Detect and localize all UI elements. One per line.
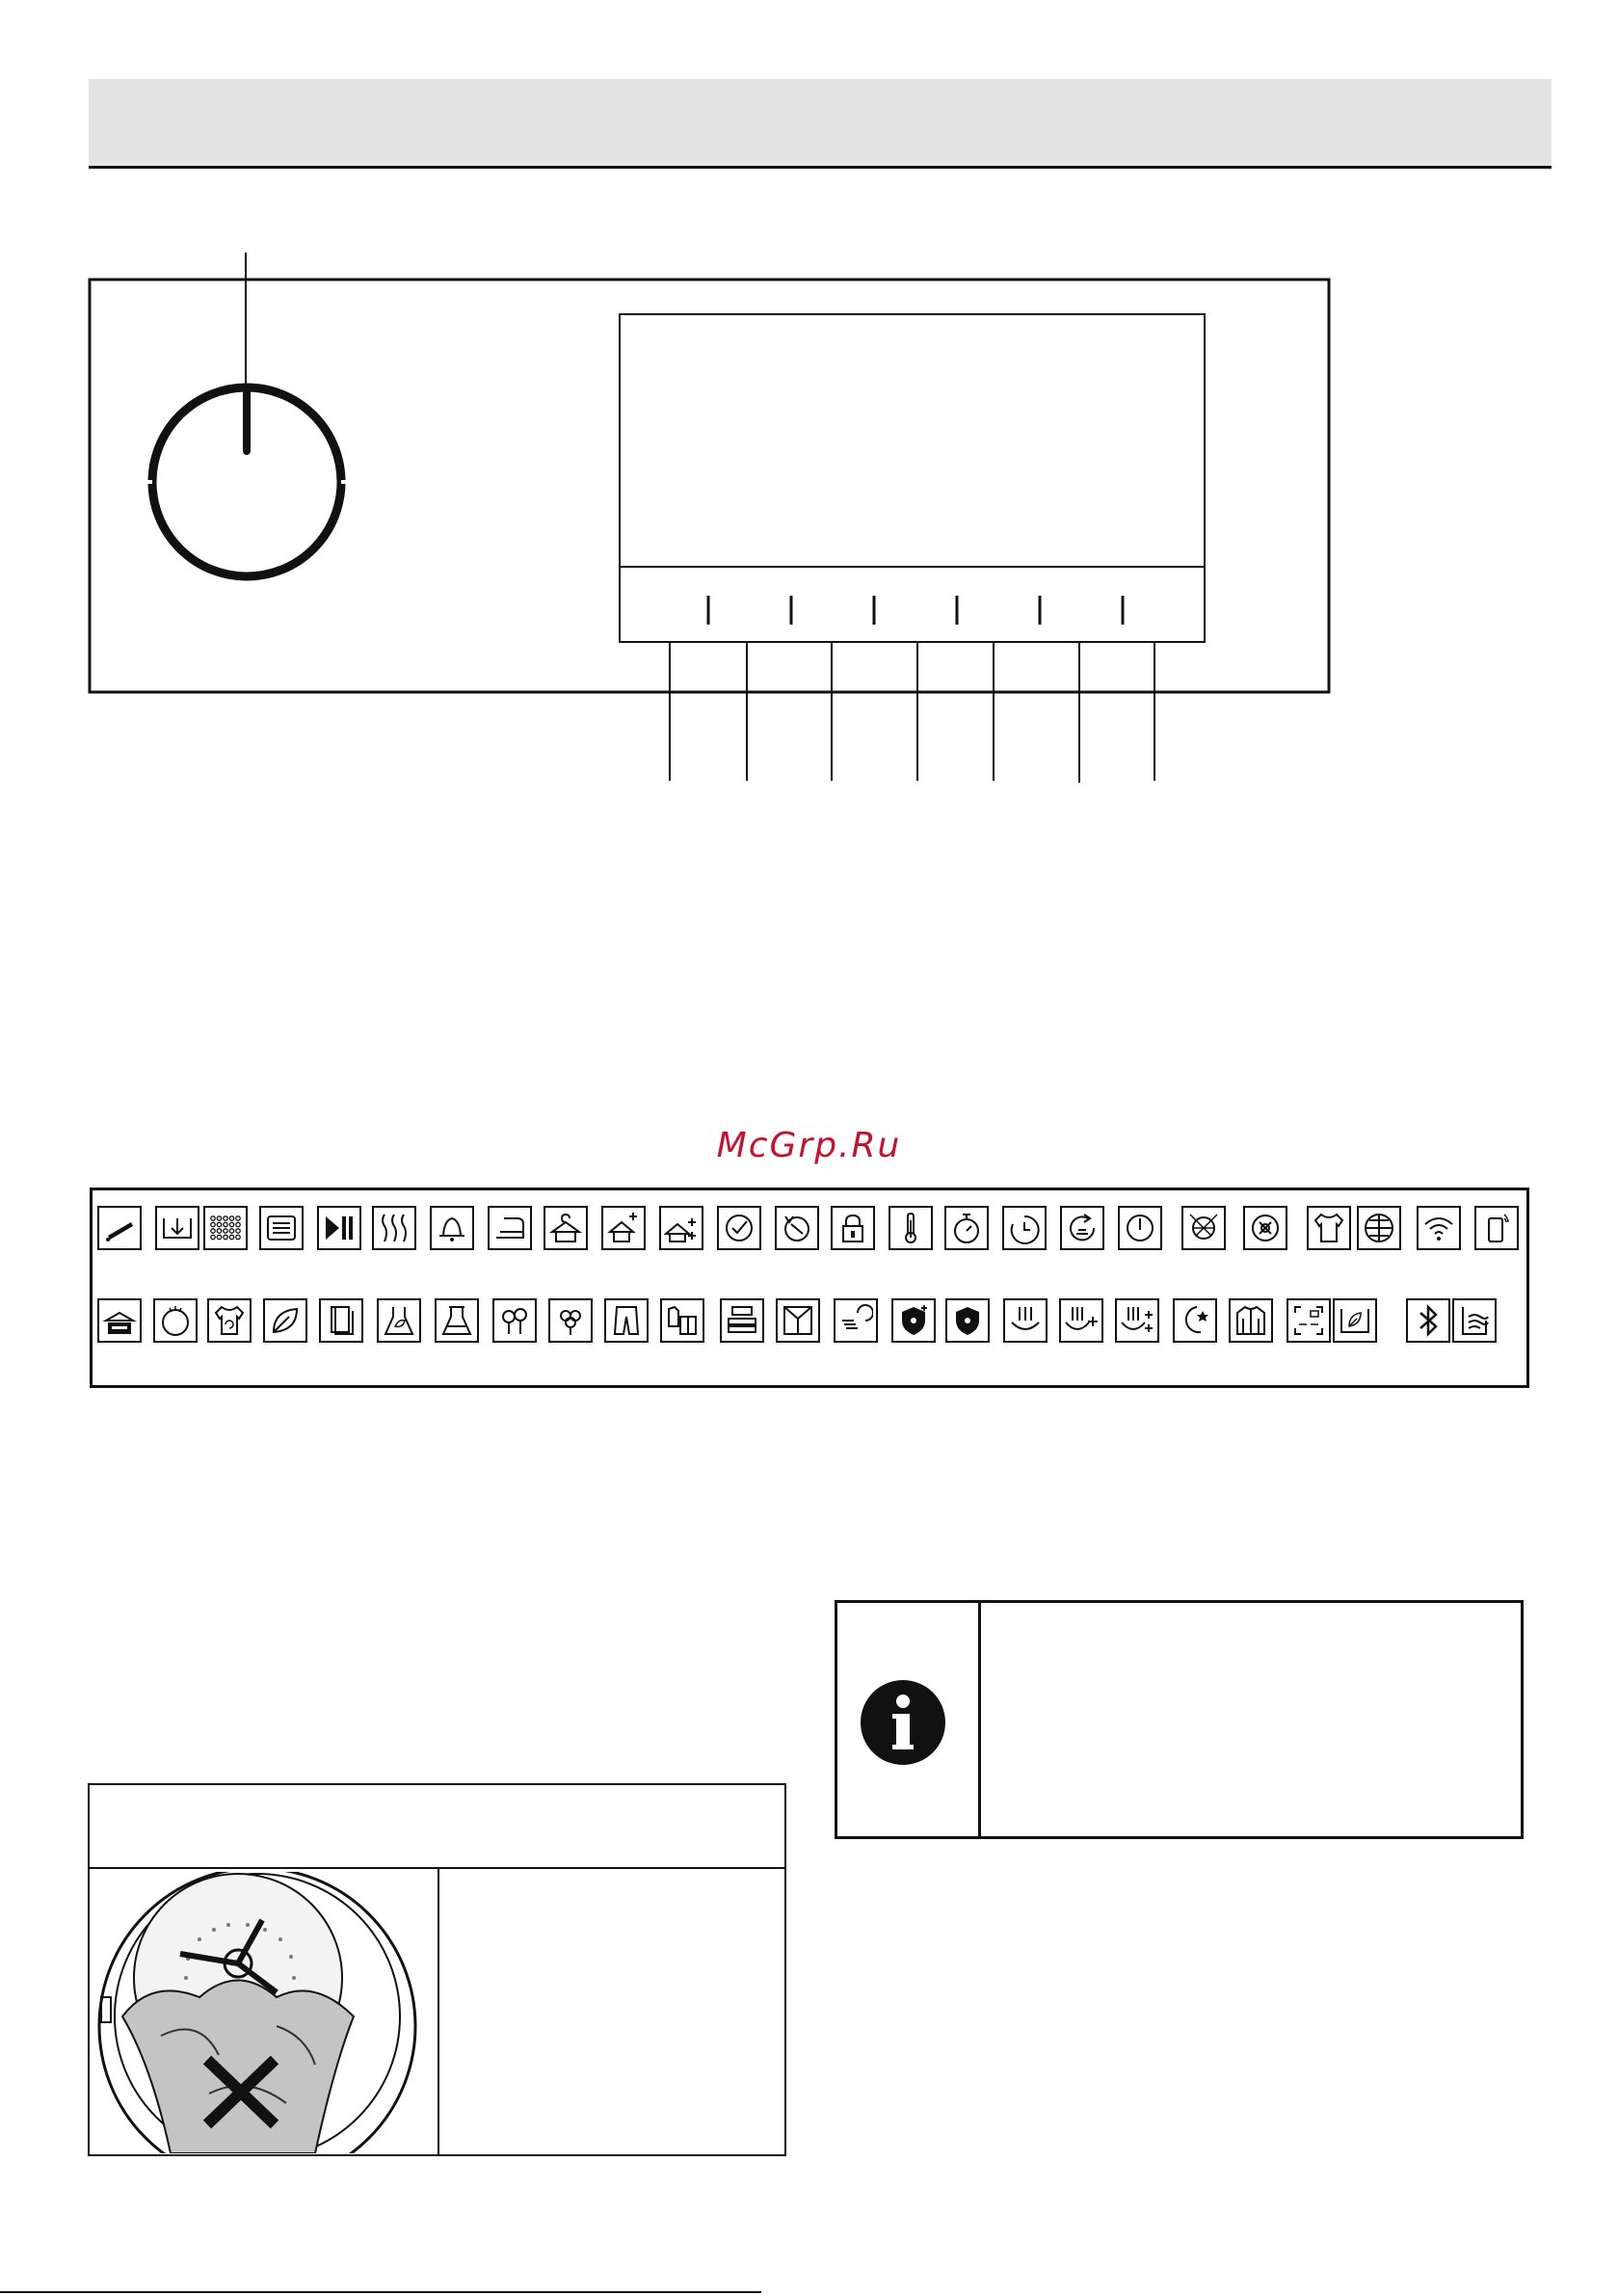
phone-icon: [1474, 1206, 1519, 1250]
bedding-icon: [720, 1298, 764, 1343]
rotate-icon: [775, 1206, 819, 1250]
hanger-plus-icon: [601, 1206, 646, 1250]
bluetooth-icon-glyph: [1411, 1303, 1446, 1338]
symbol-row-2: [93, 1298, 1526, 1350]
stopwatch-icon: [944, 1206, 989, 1250]
display-screen: [620, 314, 1205, 642]
timer-icon: [1002, 1206, 1047, 1250]
iron-icon: [488, 1206, 532, 1250]
hanger-plus-icon-glyph: [606, 1211, 641, 1245]
drum-clean-icon: [153, 1298, 198, 1343]
start-pause-icon-glyph: [322, 1211, 357, 1245]
check-icon: [717, 1206, 761, 1250]
wifi-icon-glyph: [1421, 1211, 1456, 1245]
heat-icon-glyph: [377, 1211, 411, 1245]
alarm-bell-icon-glyph: [435, 1211, 469, 1245]
eco-drum-icon: [1333, 1298, 1377, 1343]
wifi-icon: [1417, 1206, 1461, 1250]
refresh-icon: [1060, 1206, 1104, 1250]
mixed-globe-icon: [1357, 1206, 1401, 1250]
info-icon: [859, 1678, 947, 1767]
flask-leaf-icon-glyph: [382, 1303, 416, 1338]
detergent-icon-glyph: [102, 1211, 137, 1245]
shirt-icon: [1307, 1206, 1351, 1250]
mixed-globe-icon-glyph: [1362, 1211, 1396, 1245]
steam-icon-glyph: [1008, 1303, 1043, 1338]
towel-icon-glyph: [324, 1303, 358, 1338]
steam-plus-icon-glyph: [1064, 1303, 1099, 1338]
jacket-icon-glyph: [1233, 1303, 1268, 1338]
hanger-icon: [544, 1206, 588, 1250]
hanger-double-plus-icon-glyph: [664, 1211, 699, 1245]
thermometer-icon: [889, 1206, 933, 1250]
delay-end-icon-glyph: [160, 1211, 195, 1245]
shirt-refresh-icon-glyph: [212, 1303, 247, 1338]
anti-crease-icon-glyph: [1248, 1211, 1283, 1245]
load-detect-icon-glyph: [1291, 1303, 1326, 1338]
refresh-icon-glyph: [1065, 1211, 1100, 1245]
watermark-text: McGrp.Ru: [716, 1126, 902, 1165]
clothes-mix-icon-glyph: [665, 1303, 700, 1338]
night-icon-glyph: [1178, 1303, 1212, 1338]
start-pause-icon: [317, 1206, 361, 1250]
water-tank-icon: [1452, 1298, 1497, 1343]
info-divider: [978, 1603, 981, 1836]
hanger-drawer-icon: [97, 1298, 142, 1343]
dots-grid-icon: [203, 1206, 248, 1250]
lock-icon-glyph: [836, 1211, 870, 1245]
phone-icon-glyph: [1479, 1211, 1514, 1245]
box-shirt-icon-glyph: [781, 1303, 815, 1338]
eco-drum-icon-glyph: [1338, 1303, 1372, 1338]
delay-end-icon: [155, 1206, 199, 1250]
footer-rule: [0, 2291, 761, 2293]
load-detect-icon: [1286, 1298, 1331, 1343]
drum-overload-illustration: [93, 1872, 433, 2153]
menu-icon-glyph: [264, 1211, 299, 1245]
water-tank-icon-glyph: [1457, 1303, 1492, 1338]
steam-double-plus-icon: [1115, 1298, 1159, 1343]
steam-icon: [1003, 1298, 1048, 1343]
drum-clean-icon-glyph: [158, 1303, 193, 1338]
hanger-double-plus-icon: [659, 1206, 703, 1250]
shirt-refresh-icon: [207, 1298, 252, 1343]
lock-icon: [831, 1206, 875, 1250]
warning-column-divider: [438, 1867, 439, 2154]
cotton-icon: [548, 1298, 593, 1343]
towel-icon: [319, 1298, 363, 1343]
shirt-icon-glyph: [1312, 1211, 1346, 1245]
check-icon-glyph: [722, 1211, 756, 1245]
cotton-icon-glyph: [553, 1303, 588, 1338]
info-note-box: [835, 1600, 1524, 1839]
jeans-icon: [604, 1298, 649, 1343]
hygiene-icon-glyph: [950, 1303, 985, 1338]
clothes-mix-icon: [660, 1298, 704, 1343]
wool-icon-glyph: [1186, 1211, 1221, 1245]
hanger-drawer-icon-glyph: [102, 1303, 137, 1338]
quick-dry-icon-glyph: [838, 1303, 873, 1338]
anti-crease-icon: [1243, 1206, 1287, 1250]
control-panel-outline: [90, 280, 1329, 692]
menu-icon: [259, 1206, 304, 1250]
steam-double-plus-icon-glyph: [1120, 1303, 1154, 1338]
hygiene-plus-icon: [891, 1298, 936, 1343]
hygiene-icon: [945, 1298, 990, 1343]
heat-icon: [372, 1206, 416, 1250]
symbol-table: [90, 1188, 1529, 1388]
symbol-row-1: [93, 1206, 1526, 1258]
flask-icon-glyph: [439, 1303, 474, 1338]
box-shirt-icon: [776, 1298, 820, 1343]
warning-table: [88, 1783, 786, 2156]
tree-cotton-icon: [492, 1298, 537, 1343]
power-icon: [1118, 1206, 1162, 1250]
power-icon-glyph: [1123, 1211, 1157, 1245]
timer-icon-glyph: [1007, 1211, 1042, 1245]
stopwatch-icon-glyph: [949, 1211, 984, 1245]
flask-icon: [435, 1298, 479, 1343]
quick-dry-icon: [834, 1298, 878, 1343]
steam-plus-icon: [1059, 1298, 1103, 1343]
leaf-icon: [263, 1298, 307, 1343]
flask-leaf-icon: [377, 1298, 421, 1343]
wool-icon: [1181, 1206, 1226, 1250]
bedding-icon-glyph: [725, 1303, 759, 1338]
hanger-icon-glyph: [548, 1211, 583, 1245]
iron-icon-glyph: [492, 1211, 527, 1245]
jacket-icon: [1229, 1298, 1273, 1343]
thermometer-icon-glyph: [893, 1211, 928, 1245]
night-icon: [1173, 1298, 1217, 1343]
alarm-bell-icon: [430, 1206, 474, 1250]
bluetooth-icon: [1406, 1298, 1450, 1343]
rotate-icon-glyph: [780, 1211, 814, 1245]
leaf-icon-glyph: [268, 1303, 303, 1338]
dots-grid-icon-glyph: [208, 1211, 243, 1245]
detergent-icon: [97, 1206, 142, 1250]
tree-cotton-icon-glyph: [497, 1303, 532, 1338]
control-panel-diagram: [0, 0, 1618, 790]
jeans-icon-glyph: [609, 1303, 644, 1338]
hygiene-plus-icon-glyph: [896, 1303, 931, 1338]
